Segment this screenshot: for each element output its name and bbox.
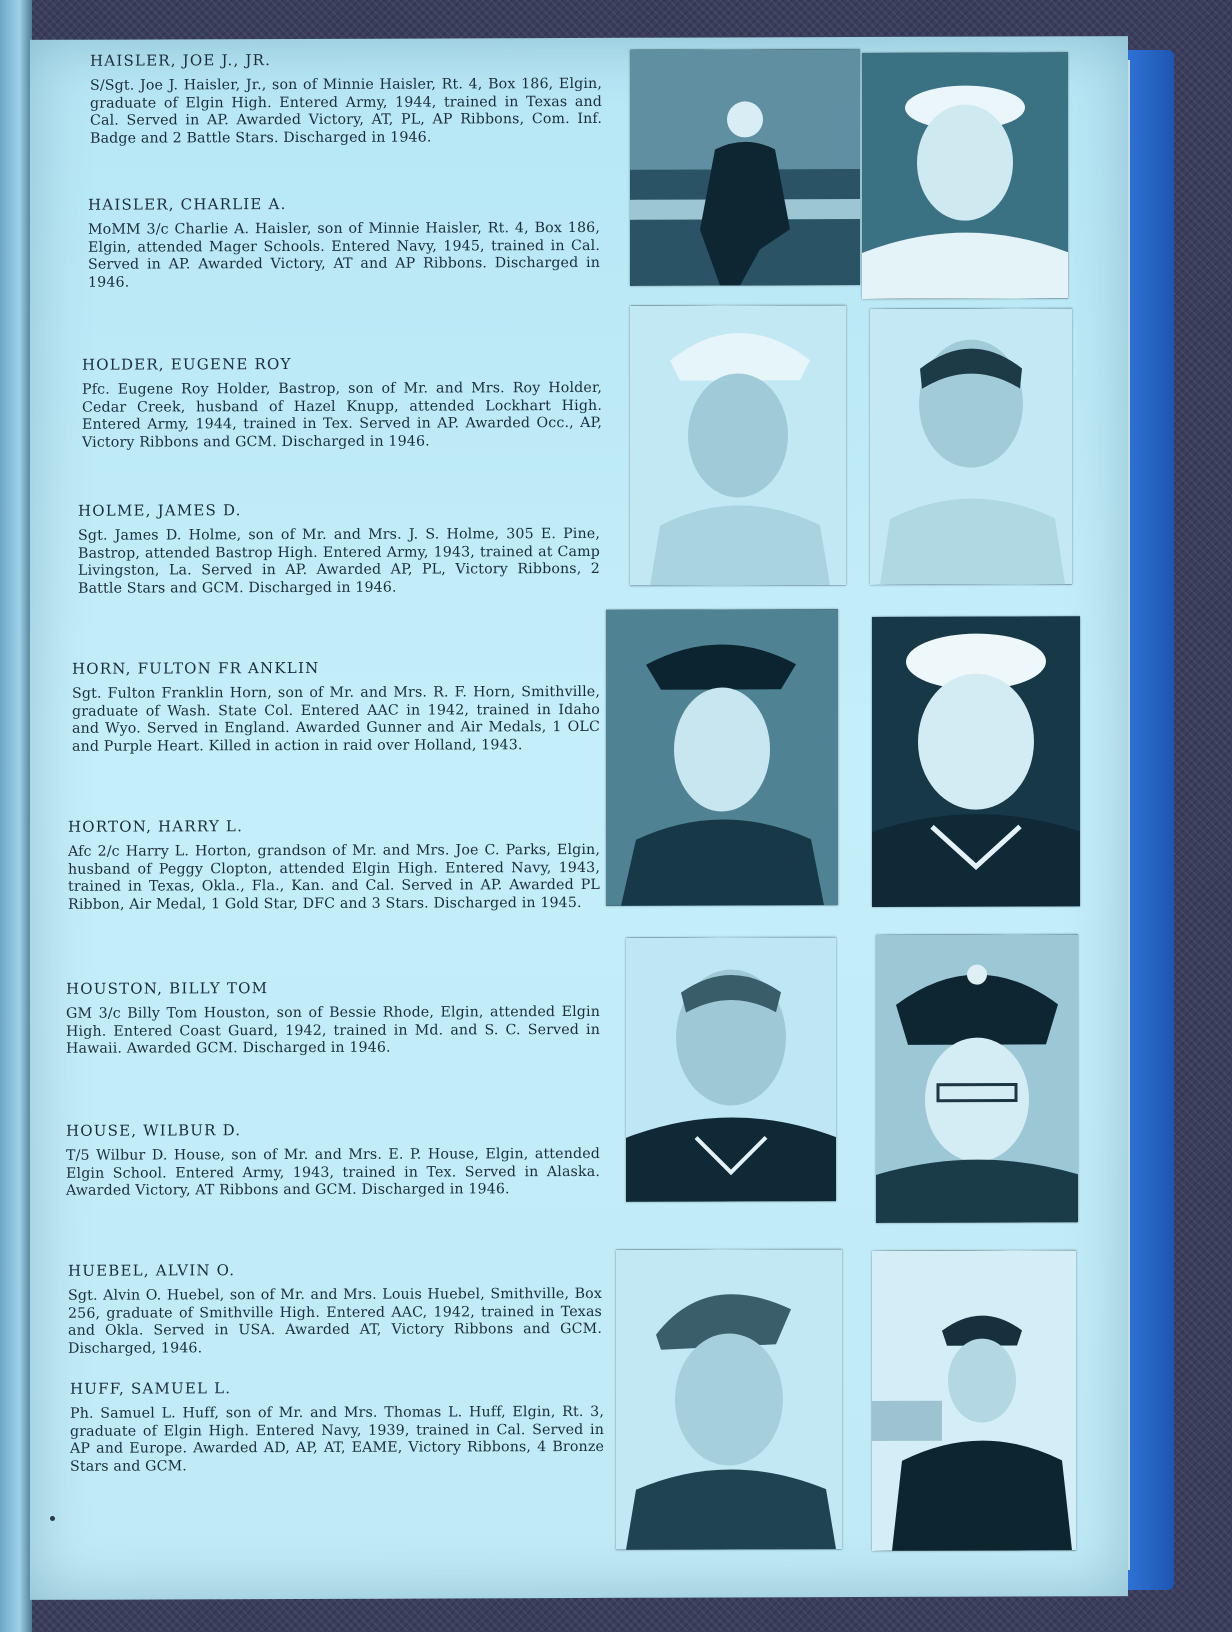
entry-bio: MoMM 3/c Charlie A. Haisler, son of Minnie Haisler, Rt. 4, Box 186, Elgin, attended Mager Schools. Entered Navy, 1945, trained in Cal. Served in AP. Awarded Victory, AT and AP Ribbons. Discharged in 1946. [88, 219, 600, 291]
portrait-photo-haisler-joe [630, 49, 860, 286]
entry-bio: Sgt. Alvin O. Huebel, son of Mr. and Mrs. Louis Huebel, Smithville, Box 256, graduate of Smithville High. Entered AAC, 1942, trained in Texas and Okla. Served in USA. Awarded AT, Victory Ribbons and GCM. Discharged, 1946. [68, 1285, 602, 1357]
portrait-photo-holme-james [870, 308, 1072, 585]
entry-holme-james [78, 500, 600, 598]
entry-name: HORN, FULTON FR ANKLIN [72, 658, 320, 678]
book-page [30, 36, 1128, 1600]
entry-bio: Sgt. James D. Holme, son of Mr. and Mrs. J. S. Holme, 305 E. Pine, Bastrop, attended Bastrop High. Entered Army, 1943, trained at Camp Livingston, La. Served in AP. Awarded AP, PL, Victory Ribbons, 2 Battle Stars and GCM. Discharged in 1946. [78, 525, 600, 597]
entry-name: HUFF, SAMUEL L. [70, 1379, 232, 1398]
portrait-photo-horton-harry [872, 616, 1080, 907]
entry-name: HOUSTON, BILLY TOM [66, 979, 269, 998]
portrait-photo-haisler-charlie [862, 52, 1068, 299]
entry-bio: GM 3/c Billy Tom Houston, son of Bessie Rhode, Elgin, attended Elgin High. Entered Coast Guard, 1942, trained in Md. and S. C. Served in Hawaii. Awarded GCM. Discharged in 1946. [66, 1003, 600, 1057]
entry-huebel-alvin [68, 1260, 602, 1358]
portrait-photo-huebel-alvin [616, 1249, 842, 1550]
entry-holder-eugene [82, 354, 602, 452]
portrait-photo-house-wilbur [876, 934, 1078, 1223]
entry-horton-harry [68, 816, 600, 914]
entry-name: HOUSE, WILBUR D. [66, 1121, 242, 1140]
entry-bio: Pfc. Eugene Roy Holder, Bastrop, son of Mr. and Mrs. Roy Holder, Cedar Creek, husband of Hazel Knupp, attended Lockhart High. Entered Army, 1944, trained in Tex. Served in AP. Awarded Occ., AP, Victory Ribbons and GCM. Discharged in 1946. [82, 379, 602, 451]
entry-houston-billy [66, 978, 600, 1058]
entry-name: HOLDER, EUGENE ROY [82, 355, 292, 374]
entry-horn-fulton [72, 658, 600, 756]
portrait-photo-horn-fulton [606, 609, 838, 906]
entry-huff-samuel [70, 1378, 604, 1476]
entry-name: HOLME, JAMES D. [78, 501, 242, 520]
entry-name: HAISLER, JOE J., JR. [90, 51, 272, 70]
bullet-dot [50, 1516, 55, 1521]
entry-name: HAISLER, CHARLIE A. [88, 195, 287, 214]
portrait-photo-holder-eugene [630, 305, 846, 586]
entry-bio: Sgt. Fulton Franklin Horn, son of Mr. and Mrs. R. F. Horn, Smithville, graduate of Wash. State Col. Entered AAC in 1942, trained in Idaho and Wyo. Served in England. Awarded Gunner and Air Medals, 1 OLC and Purple Heart. Killed in action in raid over Holland, 1943. [72, 683, 600, 755]
entry-house-wilbur [66, 1120, 600, 1200]
entry-bio: T/5 Wilbur D. House, son of Mr. and Mrs. E. P. House, Elgin, attended Elgin School. Entered Army, 1943, trained in Tex. Served in Alaska. Awarded Victory, AT Ribbons and GCM. Discharged in 1946. [66, 1145, 600, 1199]
portrait-photo-huff-samuel [872, 1250, 1076, 1551]
facing-page-edge [0, 0, 32, 1632]
entry-bio: Afc 2/c Harry L. Horton, grandson of Mr. and Mrs. Joe C. Parks, Elgin, husband of Peggy Clopton, attended Elgin High. Entered Navy, 1943, trained in Texas, Okla., Fla., Kan. and Cal. Served in AP. Awarded PL Ribbon, Air Medal, 1 Gold Star, DFC and 3 Stars. Discharged in 1945. [68, 841, 600, 913]
entry-name: HORTON, HARRY L. [68, 817, 244, 836]
entry-bio: Ph. Samuel L. Huff, son of Mr. and Mrs. Thomas L. Huff, Elgin, Rt. 3, graduate of Elgin High. Entered Navy, 1939, trained in Cal. Served in AP and Europe. Awarded AD, AP, AT, EAME, Victory Ribbons, 4 Bronze Stars and GCM. [70, 1403, 604, 1475]
entry-name: HUEBEL, ALVIN O. [68, 1261, 236, 1280]
entry-haisler-charlie [88, 194, 600, 292]
portrait-photo-houston-billy [626, 937, 836, 1202]
entry-haisler-joe [90, 50, 602, 148]
entry-bio: S/Sgt. Joe J. Haisler, Jr., son of Minnie Haisler, Rt. 4, Box 186, Elgin, graduate of Elgin High. Entered Army, 1944, trained in Texas and Cal. Served in AP. Awarded Victory, AT, PL, AP Ribbons, Com. Inf. Badge and 2 Battle Stars. Discharged in 1946. [90, 75, 602, 147]
